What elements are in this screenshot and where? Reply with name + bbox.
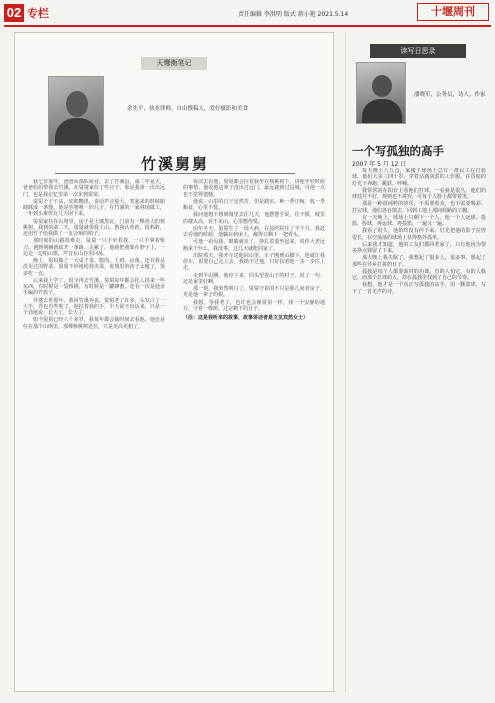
paragraph: 他说，山里的日子虽然苦，但是踏实。种一季庄稼，收一季粮食，心里不慌。 xyxy=(183,198,325,211)
paragraph: 如今舅舅已经八十多岁，我每年都会抽时间去看他。他还是住在那个山坳里，那棵核桃树还在，只是更高更粗了。 xyxy=(23,317,165,330)
paragraph: 那一刻，我突然明白了，舅舅守着的不只是那几间老房子，更是他一辈子的根。 xyxy=(183,286,325,299)
author-bio: 潘晓军，公务员，诗人、作家 xyxy=(414,92,486,98)
paragraph: 每天晚上八九点，家楼下球场上总有一群民工在打篮球。他们大多三四十岁，穿着沾满灰浆的工作服，在昏暗的灯光下奔跑、跳跃、呼喊。 xyxy=(352,168,486,187)
article-title: 竹溪舅舅 xyxy=(140,155,209,173)
paragraph: 那天晚上我失眠了。我想起了很多人，很多事，想起了那些在异乡打拼的日子。 xyxy=(352,255,486,268)
paragraph: 孤独是每个人都要面对的功课。有的人怕它，有的人躲它，而那个打球的人，却在孤独里找到了自己的节奏。 xyxy=(352,268,486,281)
paragraph: 那是一种很纯粹的快乐，不需要观众，也不需要喝彩。打完球，他们各自散去，回到工地上那间简陋的工棚。 xyxy=(352,201,486,214)
paragraph: 前年冬天，舅舅生了一场大病，在县医院住了半个月。我赶去看他的时候，他躺在病床上，瘦得只剩下一把骨头。 xyxy=(183,225,325,238)
essay-date: 2007 年 5 月 12 日 xyxy=(352,161,407,168)
paragraph: 我想，他才是一个真正写孤独的高手，用一颗篮球，写下了一首无声的诗。 xyxy=(352,282,486,295)
paragraph: 那时候的山路很难走，舅舅一只手牵着我，一只手拿着柴刀，遇到荆棘就砍开一条路。走累了，他就把我架在脖子上，一边走一边唱山歌，声音在山谷里回荡。 xyxy=(23,238,165,257)
paragraph: 我七岁那年，爸爸从部队转业，去了竹溪县。第二年夏天，爸爸妈妈带我去竹溪，在舅舅家住了些日子，那是我第一次出远门，也是我记忆里第一次见到舅舅。 xyxy=(23,179,165,198)
author-bio: 余先平，执业律师，自由撰稿人，爱好摄影和美食 xyxy=(127,106,249,112)
page-number: 02 xyxy=(4,4,24,22)
paragraph: 我问他想不想到城里去住几天，他摆摆手说，住不惯，城里的楼太高，看不见山，心里憋得慌。 xyxy=(183,212,325,225)
paragraph: 我想，等我老了，也许也会像舅舅一样，找一个安静的地方，守着一棵树，过完剩下的日子。 xyxy=(183,299,325,312)
masthead-logo: 十堰周刊 xyxy=(417,3,489,21)
author-photo-head xyxy=(372,75,392,97)
paragraph: 后来我才知道，他的工友们都回老家了，只有他因为要多挣点钱留了下来。 xyxy=(352,241,486,254)
paragraph: 有一天晚上，球场上只剩下一个人。他一个人运球、投篮、捡球，再运球、再投篮，一遍又一遍。 xyxy=(352,214,486,227)
author-photo-torso xyxy=(362,99,402,124)
paragraph: 舅舅个子不高，皮肤黝黑，说话声音很大，笑起来的时候眼睛眯成一条缝。他是外婆唯一的儿子，在竹溪的一家林场做工，一年到头难得有几天闲下来。 xyxy=(23,198,165,218)
column-tag: 读写日思录 xyxy=(370,44,466,58)
paragraph: 后来我上学了，很少再去竹溪。舅舅每年都会托人捎来一些东西，有时候是一袋核桃，有时候是一罐蜂蜜，还有一次是他亲手编的竹篮子。 xyxy=(23,277,165,297)
essay-body xyxy=(352,168,486,688)
right-column-essay xyxy=(345,32,489,692)
essay-title: 一个写孤独的高手 xyxy=(352,144,444,158)
article-body-left xyxy=(23,179,165,686)
author-photo xyxy=(356,62,406,124)
column-tag: 天鹰衡笔记 xyxy=(141,57,207,70)
article-note: （注：这是我听来的故事，故事讲述者是文友宾然女士） xyxy=(183,315,309,321)
paragraph: 我常常站在阳台上看他们打球，一看就是很久。他们的球技并不好，规则也不讲究，可每个人脸上都带着笑。 xyxy=(352,187,486,200)
paragraph: 出院那天，我开车送他回山里。车子刚到山脚下，他就让我停车，说要自己走上去，我拗不过他，只好扶着他一步一步往上走。 xyxy=(183,252,325,272)
left-column-article xyxy=(14,32,334,692)
paragraph: 可他一看见我，眼睛就亮了，挣扎着要坐起来，说你大老远跑来干什么，我没事，过几天就能回家了。 xyxy=(183,239,325,252)
paragraph: 外婆去世那年，我回竹溪奔丧。舅舅老了许多，头发白了一大半，背也有些驼了。他拉着我的手，半天说不出话来，只是一个劲地说：长大了，长大了。 xyxy=(23,297,165,316)
title-rule xyxy=(55,173,295,174)
section-name: 专栏 xyxy=(27,7,49,20)
author-photo-torso xyxy=(55,118,99,146)
header-rule xyxy=(4,25,491,27)
paragraph: 每次去看他，舅舅都会拉着我坐在核桃树下，讲他年轻时候的事情。他说他这辈子没出过远门，最远就到过县城，可他一点也不觉得遗憾。 xyxy=(183,179,325,198)
author-photo xyxy=(48,76,104,146)
author-photo-head xyxy=(66,91,88,117)
paragraph: 我看了很久，他始终没有停下来。灯光把他的影子拉得很长，在空荡荡的球场上显得格外孤单。 xyxy=(352,228,486,241)
paragraph: 舅舅家住在山坳里，房子是土墙黑瓦，门前有一棵很大的核桃树。我到的第二天，舅舅就带我上山，教我认草药，捉蚂蚱，还用竹子给我做了一支会响的哨子。 xyxy=(23,218,165,237)
paragraph: 走到半山腰，他停下来，回头望着山下的村子，说了一句：还是家里好啊。 xyxy=(183,272,325,285)
page-header xyxy=(0,0,495,26)
paragraph: 晚上，舅妈做了一大桌子菜，腊肉、土鸡、山菌，还有我从没见过的野菜。舅舅不停地给我夹菜，说城里的孩子太瘦了，要多吃一点。 xyxy=(23,258,165,277)
editor-info: 责任编辑 李洪明 版式 蒋小艳 2021.5.14 xyxy=(238,11,349,18)
article-body-right xyxy=(183,179,325,686)
